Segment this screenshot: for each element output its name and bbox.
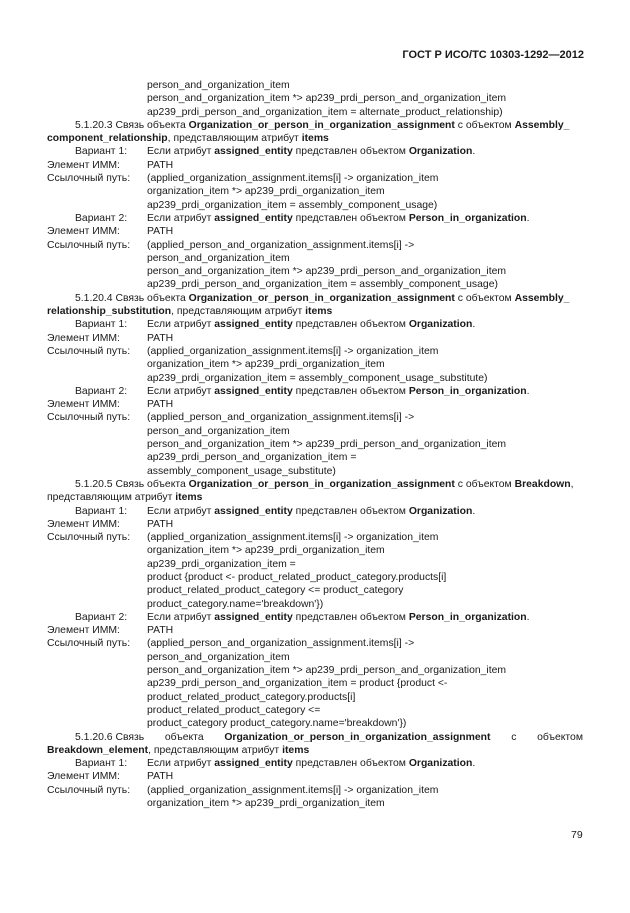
- element-line: Элемент ИММ: PATH: [47, 771, 174, 783]
- section-heading: 5.1.20.5 Связь объекта Organization_or_person_in_organization_assignment с объектом Breakdown,: [75, 478, 574, 490]
- text-line: person_and_organization_item *> ap239_prdi_person_and_organization_item: [147, 439, 507, 451]
- ref-path-line: Ссылочный путь: (applied_organization_assignment.items[i] -> organization_item: [47, 784, 439, 796]
- element-line: Элемент ИММ: PATH: [47, 159, 174, 171]
- variant-line: Вариант 1: Если атрибут assigned_entity представлен объектом Organization.: [75, 758, 476, 770]
- text-line: person_and_organization_item: [147, 651, 290, 663]
- text-line: person_and_organization_item: [147, 80, 290, 91]
- text-line: product_category product_category.name='breakdown'}): [147, 718, 407, 730]
- text-line: product_category.name='breakdown'}): [147, 598, 324, 610]
- text-line: ap239_prdi_person_and_organization_item = alternate_product_relationship): [147, 106, 503, 118]
- variant-line: Вариант 1: Если атрибут assigned_entity представлен объектом Organization.: [75, 505, 476, 517]
- ref-path-line: Ссылочный путь: (applied_organization_assignment.items[i] -> organization_item: [47, 345, 439, 357]
- text-line: person_and_organization_item: [147, 425, 290, 437]
- ref-path-line: Ссылочный путь: (applied_person_and_organization_assignment.items[i] ->: [47, 412, 415, 424]
- text-line: ap239_prdi_organization_item = assembly_component_usage): [147, 199, 438, 211]
- text-line: ap239_prdi_organization_item = assembly_component_usage_substitute): [147, 372, 488, 384]
- text-line: ap239_prdi_person_and_organization_item = assembly_component_usage): [147, 279, 498, 291]
- ref-path-line: Ссылочный путь: (applied_organization_assignment.items[i] -> organization_item: [47, 532, 439, 544]
- ref-path-line: Ссылочный путь: (applied_person_and_organization_assignment.items[i] ->: [47, 638, 415, 650]
- text-line: person_and_organization_item *> ap239_prdi_person_and_organization_item: [147, 266, 507, 278]
- section-heading-cont: представляющим атрибут items: [47, 492, 203, 504]
- text-line: ap239_prdi_organization_item =: [147, 558, 296, 570]
- variant-line: Вариант 1: Если атрибут assigned_entity представлен объектом Organization.: [75, 319, 476, 331]
- element-line: Элемент ИММ: PATH: [47, 332, 174, 344]
- element-line: Элемент ИММ: PATH: [47, 226, 174, 238]
- variant-line: Вариант 2: Если атрибут assigned_entity представлен объектом Person_in_organization.: [75, 611, 530, 623]
- text-line: organization_item *> ap239_prdi_organization_item: [147, 359, 385, 371]
- text-line: organization_item *> ap239_prdi_organization_item: [147, 798, 385, 810]
- document-body: [0, 79, 630, 810]
- section-heading-cont: component_relationship, представляющим атрибут items: [47, 133, 329, 145]
- element-line: Элемент ИММ: PATH: [47, 399, 174, 411]
- variant-line: Вариант 2: Если атрибут assigned_entity представлен объектом Person_in_organization.: [75, 385, 530, 397]
- variant-line: Вариант 2: Если атрибут assigned_entity представлен объектом Person_in_organization.: [75, 212, 530, 224]
- text-line: ap239_prdi_person_and_organization_item = product {product <-: [147, 678, 448, 690]
- variant-line: Вариант 1: Если атрибут assigned_entity представлен объектом Organization.: [75, 146, 476, 158]
- text-line: product_related_product_category <=: [147, 704, 321, 716]
- document-header: ГОСТ Р ИСО/ТС 10303-1292—2012: [402, 49, 584, 61]
- element-line: Элемент ИММ: PATH: [47, 518, 174, 530]
- page-number: 79: [571, 829, 583, 841]
- text-line: product_related_product_category.products[i]: [147, 691, 356, 703]
- section-heading: 5.1.20.6 Связь объекта Organization_or_person_in_organization_assignment с объектом: [75, 731, 583, 743]
- text-line: organization_item *> ap239_prdi_organization_item: [147, 186, 385, 198]
- section-heading-cont: relationship_substitution, представляющим атрибут items: [47, 306, 333, 318]
- section-heading-cont: Breakdown_element, представляющим атрибут items: [47, 744, 310, 756]
- text-line: product_related_product_category <= product_category: [147, 585, 404, 597]
- text-line: person_and_organization_item *> ap239_prdi_person_and_organization_item: [147, 665, 507, 677]
- text-line: product {product <- product_related_product_category.products[i]: [147, 571, 447, 583]
- text-line: person_and_organization_item: [147, 252, 290, 264]
- text-line: organization_item *> ap239_prdi_organization_item: [147, 545, 385, 557]
- section-heading: 5.1.20.4 Связь объекта Organization_or_person_in_organization_assignment с объектом Assembly_: [75, 292, 570, 304]
- ref-path-line: Ссылочный путь: (applied_person_and_organization_assignment.items[i] ->: [47, 239, 415, 251]
- text-line: person_and_organization_item *> ap239_prdi_person_and_organization_item: [147, 93, 507, 105]
- element-line: Элемент ИММ: PATH: [47, 625, 174, 637]
- text-line: ap239_prdi_person_and_organization_item =: [147, 452, 357, 464]
- text-line: assembly_component_usage_substitute): [147, 465, 336, 477]
- section-heading: 5.1.20.3 Связь объекта Organization_or_person_in_organization_assignment с объектом Assembly_: [75, 119, 570, 131]
- ref-path-line: Ссылочный путь: (applied_organization_assignment.items[i] -> organization_item: [47, 173, 439, 185]
